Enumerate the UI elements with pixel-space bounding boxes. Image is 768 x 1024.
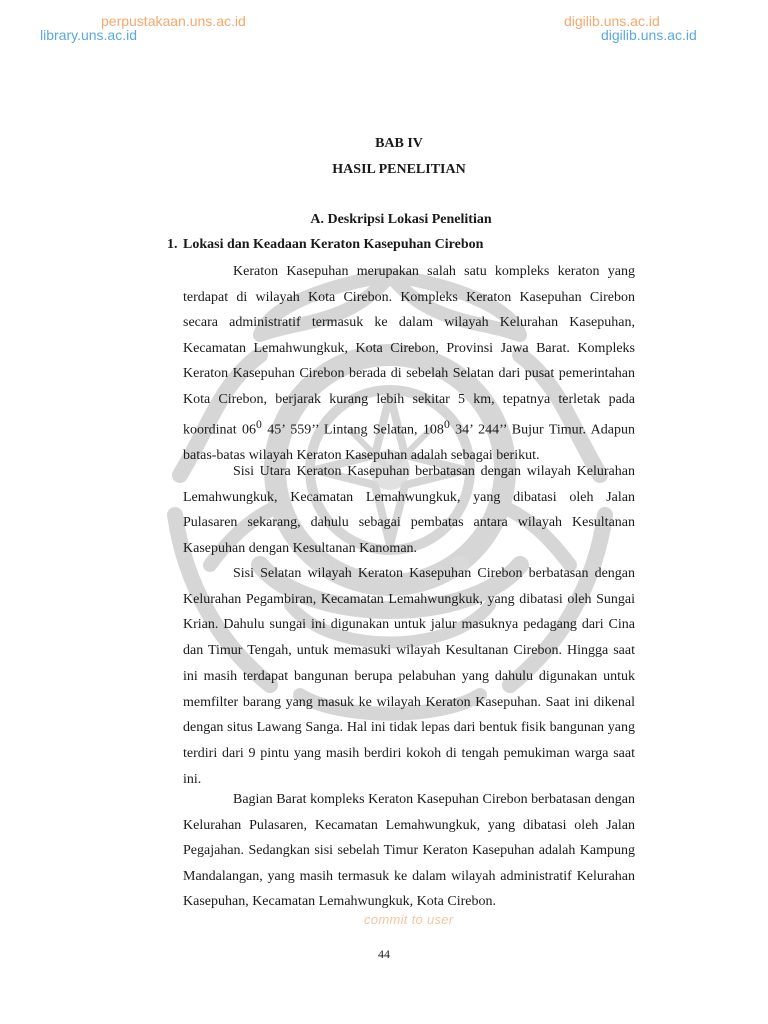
page-number: 44	[378, 947, 390, 961]
section-heading: A. Deskripsi Lokasi Penelitian	[310, 212, 492, 227]
subsection-heading	[167, 236, 483, 254]
chapter-title: HASIL PENELITIAN	[332, 162, 466, 177]
paragraph-north-border: Sisi Utara Keraton Kasepuhan berbatasan dengan wilayah Kelurahan Lemahwungkuk, Kecamatan Lemahwungkuk, yang dibatasi oleh Jalan Pulasaren sekarang, dahulu sebagai pembatas antara wilayah Kesultanan Kasepuhan dengan Kesultanan Kanoman.	[183, 464, 635, 557]
paragraph-location	[183, 259, 635, 469]
watermark-text-top-right: digilib.uns.ac.id	[564, 13, 660, 29]
paragraph-west-east-border: Bagian Barat kompleks Keraton Kasepuhan Cirebon berbatasan dengan Kelurahan Pulasaren, Kecamatan Lemahwungkuk, yang dibatasi oleh Jalan Pegajahan. Sedangkan sisi sebelah Timur Keraton Kasepuhan adalah Kampung Mandalangan, yang masih termasuk ke dalam wilayah administratif Kelurahan Kasepuhan, Kecamatan Lemahwungkuk, Kota Cirebon.	[183, 792, 635, 909]
subsection-number: 1.	[167, 237, 178, 252]
degree-superscript-1: 0	[256, 418, 262, 431]
chapter-heading: BAB IV	[375, 136, 423, 151]
paragraph-location-text-2: 45’ 559’’ Lintang Selatan, 108	[261, 422, 444, 438]
watermark-link-top-left: library.uns.ac.id	[40, 27, 138, 43]
watermark-link-top-right: digilib.uns.ac.id	[601, 27, 697, 43]
paragraph-location-text-3: 34’ 244’’ Bujur Timur. Adapun batas-batas wilayah Keraton Kasepuhan adalah sebagai berikut.	[183, 422, 635, 464]
paragraph-location-text-1: Keraton Kasepuhan merupakan salah satu kompleks keraton yang terdapat di wilayah Kota Cirebon. Kompleks Keraton Kasepuhan Cirebon secara administratif termasuk ke dalam wilayah Kelurahan Kasepuhan, Kecamatan Lemahwungkuk, Kota Cirebon, Provinsi Jawa Barat. Kompleks Keraton Kasepuhan Cirebon berada di sebelah Selatan dari pusat pemerintahan Kota Cirebon, berjarak kurang lebih sekitar 5 km, tepatnya terletak pada koordinat 06	[183, 264, 635, 438]
watermark-text-top-left: perpustakaan.uns.ac.id	[101, 13, 246, 29]
watermark-commit-to-user: commit to user	[364, 912, 454, 927]
degree-superscript-2: 0	[443, 418, 450, 431]
paragraph-south-border: Sisi Selatan wilayah Keraton Kasepuhan Cirebon berbatasan dengan Kelurahan Pegambiran, Kecamatan Lemahwungkuk, yang dibatasi oleh Sungai Krian. Dahulu sungai ini digunakan untuk jalur masuknya pedagang dari Cina dan Timur Tengah, untuk memasuki wilayah Kesultanan Cirebon. Hingga saat ini masih terdapat bangunan berupa pelabuhan yang dahulu digunakan untuk memfilter barang yang masuk ke wilayah Keraton Kasepuhan. Saat ini dikenal dengan situs Lawang Sanga. Hal ini tidak lepas dari bentuk fisik bangunan yang terdiri dari 9 pintu yang masih berdiri kokoh di tengah pemukiman warga saat ini.	[183, 566, 635, 787]
subsection-title: Lokasi dan Keadaan Keraton Kasepuhan Cirebon	[183, 237, 484, 252]
